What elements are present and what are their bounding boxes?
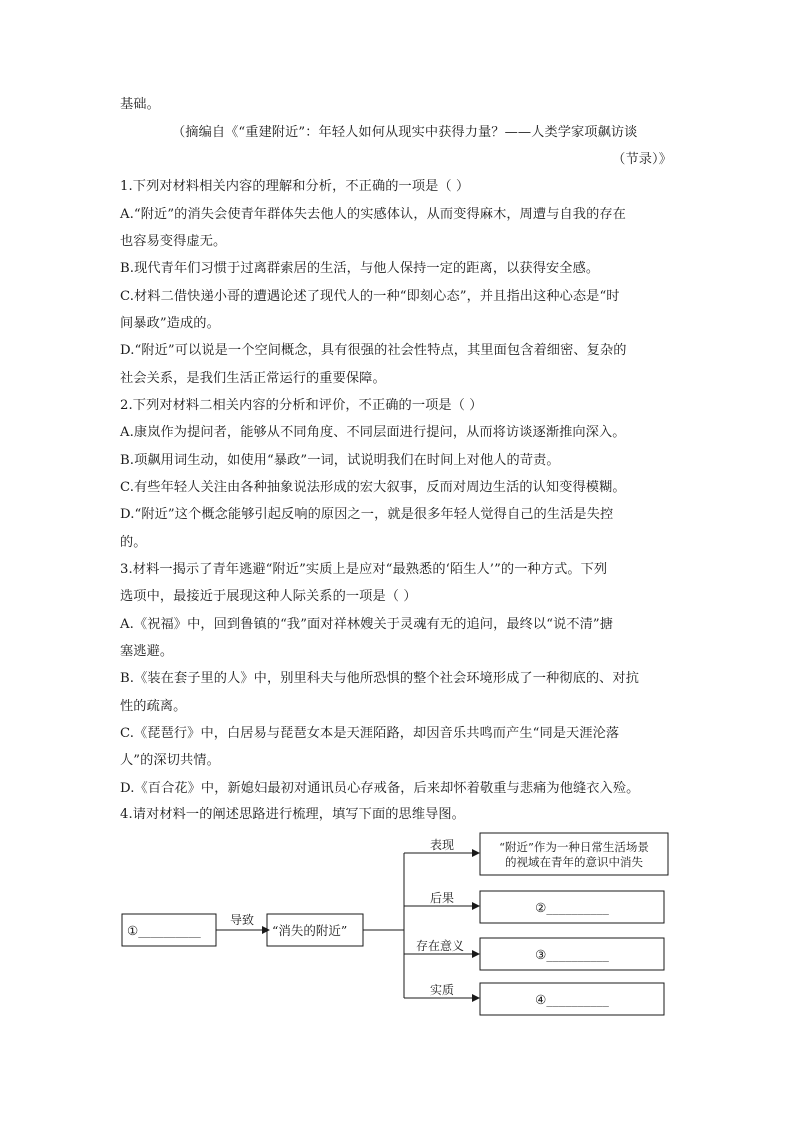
question-3-option-b: B.《装在套子里的人》中，别里科夫与他所恐惧的整个社会环境形成了一种彻底的、对抗: [120, 671, 640, 686]
mind-map-blank-1: ①__________: [127, 923, 201, 938]
question-2-option-d: D.“附近”这个概念能够引起反响的原因之一，就是很多年轻人觉得自己的生活是失控: [120, 507, 614, 522]
branch-label-1: 表现: [430, 838, 455, 852]
arrow-head: [472, 950, 480, 958]
question-2-option-d-cont: 的。: [120, 535, 147, 550]
question-1-option-d: D.“附近”可以说是一个空间概念，具有很强的社会性特点，其里面包含着细密、复杂的: [120, 343, 627, 358]
mind-map-blank-4: ④__________: [535, 992, 609, 1007]
branch-label-4: 实质: [430, 983, 455, 997]
question-2-option-b: B.项飙用词生动，如使用“暴政”一词，试说明我们在时间上对他人的苛责。: [120, 453, 560, 468]
arrow-head: [472, 902, 480, 910]
mind-map-center-label: “消失的附近”: [272, 923, 348, 938]
question-2-option-c: C.有些年轻人关注由各种抽象说法形成的宏大叙事，反而对周边生活的认知变得模糊。: [120, 480, 626, 495]
question-3-option-a: A.《祝福》中，回到鲁镇的“我”面对祥林嫂关于灵魂有无的追问，最终以“说不清”搪: [120, 617, 614, 632]
question-1-option-b: B.现代青年们习惯于过离群索居的生活，与他人保持一定的距离，以获得安全感。: [120, 261, 600, 276]
branch-label-3: 存在意义: [416, 939, 465, 953]
question-3-option-b-cont: 性的疏离。: [120, 699, 187, 714]
arrow-label: 导致: [230, 913, 255, 927]
question-2: 2.下列对材料二相关内容的分析和评价，不正确的一项是（ ）: [120, 398, 483, 413]
question-3-option-d: D.《百合花》中，新媳妇最初对通讯员心存戒备，后来却怀着敬重与悲痛为他缝衣入殓。: [120, 781, 640, 796]
question-1-option-a: A.“附近”的消失会使青年群体失去他人的实感体认，从而变得麻木，周遭与自我的存在: [120, 207, 626, 222]
mind-map-blank-3: ③__________: [535, 947, 609, 962]
question-1-option-c: C.材料二借快递小哥的遭遇论述了现代人的一种“即刻心态”，并且指出这种心态是“时: [120, 289, 620, 304]
question-4: 4.请对材料一的阐述思路进行梳理，填写下面的思维导图。: [120, 807, 465, 822]
question-1-option-d-cont: 社会关系，是我们生活正常运行的重要保障。: [120, 371, 386, 386]
question-3: 3.材料一揭示了青年逃避“附近”实质上是应对“最熟悉的‘陌生人’”的一种方式。下列: [120, 562, 608, 577]
question-3-option-c: C.《琵琶行》中，白居易与琵琶女本是天涯陌路，却因音乐共鸣而产生“同是天涯沦落: [120, 726, 620, 741]
source-citation-end: （节录）》: [612, 152, 672, 167]
arrow-head: [472, 994, 480, 1002]
branch-label-2: 后果: [430, 891, 455, 905]
question-3-option-a-cont: 塞逃避。: [120, 644, 174, 659]
text-line: 基础。: [120, 97, 160, 112]
question-1: 1.下列对材料相关内容的理解和分析，不正确的一项是（ ）: [120, 179, 470, 194]
manifestation-text-1: “附近”作为一种日常生活场景: [499, 840, 649, 854]
question-3-option-c-cont: 人”的深切共情。: [120, 753, 220, 768]
arrow-head: [472, 849, 480, 857]
source-citation: （摘编自《“重建附近”：年轻人如何从现实中获得力量？——人类学家项飙访谈: [172, 125, 638, 140]
question-1-option-a-cont: 也容易变得虚无。: [120, 234, 227, 249]
question-3-cont: 选项中，最接近于展现这种人际关系的一项是（ ）: [120, 589, 417, 604]
arrow-head: [262, 926, 270, 934]
question-2-option-a: A.康岚作为提问者，能够从不同角度、不同层面进行提问，从而将访谈逐渐推向深入。: [120, 425, 626, 440]
question-1-option-c-cont: 间暴政”造成的。: [120, 316, 220, 331]
mind-map-blank-2: ②__________: [535, 900, 609, 915]
manifestation-text-2: 的视域在青年的意识中消失: [505, 855, 643, 869]
